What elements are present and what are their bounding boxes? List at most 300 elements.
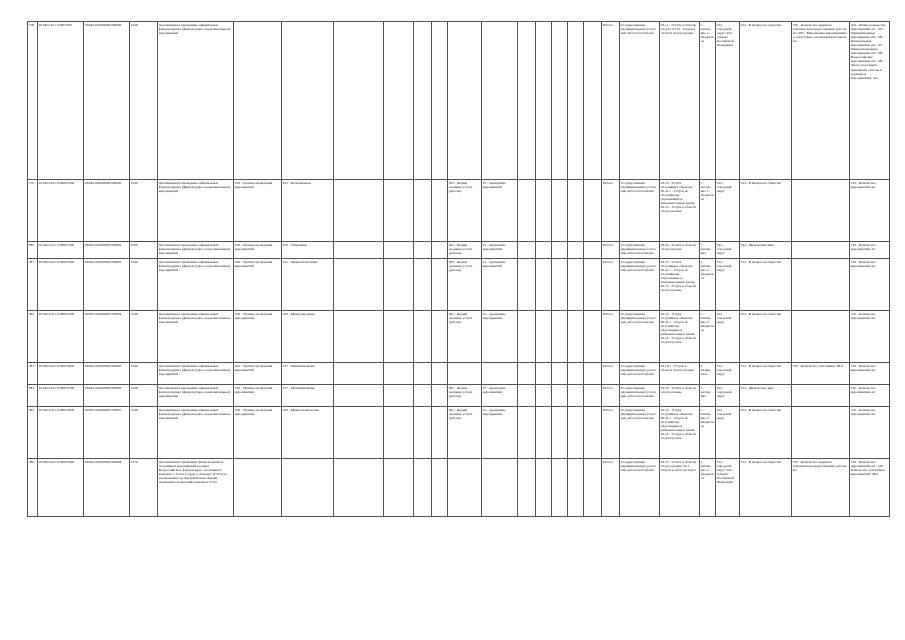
table-cell (716, 407, 740, 459)
table-cell (38, 242, 84, 259)
table-cell (740, 385, 792, 407)
table-cell (584, 407, 602, 459)
table-cell (792, 242, 850, 259)
cell-text: 93.19 - Услуги в области спорта прочие (660, 385, 696, 394)
table-cell (28, 363, 38, 385)
table-cell (482, 407, 518, 459)
cell-text: 93.19 - Услуги спортивных объектов; 85.41.1 - Услуги по спортивному образованию и развлекательных целях; 93.19 - Услуги в области спорта прочие (660, 407, 696, 441)
cell-text: 370 - Количество людей на тематическом представлении работы, шт; 900 - Выполнение мероприятий в соответствии с календарным планом, шт (792, 22, 848, 43)
table-row (28, 363, 890, 385)
table-cell (584, 259, 602, 311)
table-cell (282, 459, 334, 517)
cell-text: Работа (602, 22, 613, 27)
table-cell (602, 22, 620, 180)
cell-text: 012 - городской округ (716, 311, 732, 324)
cell-text: 93.19 - Услуги спортивных объектов; 85.41.1 - Услуги по спортивному образованию и развлекательных целях; 93.19 - Услуги в области спорта прочие (660, 180, 696, 214)
cell-text: 017 - Муниципальные (282, 363, 315, 368)
table-cell (448, 22, 482, 180)
table-cell (38, 385, 84, 407)
cell-text: 0149 (130, 311, 138, 316)
cell-text: 012 - городской округ (716, 259, 732, 272)
cell-text: 931Ф.П.45.1.0Э80 0001 (38, 22, 73, 27)
table-row (28, 459, 890, 517)
table-cell (568, 311, 584, 363)
table-cell (130, 242, 158, 259)
cell-text: 931Ф.П.45.1.0Э800 0400 (38, 259, 75, 264)
table-cell (334, 385, 384, 407)
table-cell (234, 242, 282, 259)
cell-text: Государственная (муниципальная) услуга или работа бесплатная (620, 259, 656, 272)
cell-text: 931Ф.П.45.1.0Э800 0500 (38, 311, 75, 316)
table-cell (334, 407, 384, 459)
table-cell (620, 311, 660, 363)
cell-text: 014 - В интересах общества (740, 180, 781, 185)
table-cell (850, 311, 890, 363)
table-cell (568, 242, 584, 259)
table-cell (130, 311, 158, 363)
table-cell (432, 363, 448, 385)
table-cell (740, 180, 792, 242)
table-cell (518, 407, 536, 459)
table-cell (38, 259, 84, 311)
cell-text: 012 - городской округ (716, 385, 732, 398)
table-cell (552, 22, 568, 180)
cell-text: 016 - Международные (282, 311, 315, 316)
cell-text: Работа (602, 363, 613, 368)
table-cell (414, 385, 432, 407)
cell-text: Работа (602, 242, 613, 247)
cell-text: 1 - автомо вно (700, 385, 711, 398)
table-cell (584, 459, 602, 517)
table-cell (620, 180, 660, 242)
table-cell (130, 259, 158, 311)
cell-text: 931Ф.П.45.1.0Э800 0300 (38, 242, 75, 247)
table-cell (660, 22, 700, 180)
table-cell (282, 311, 334, 363)
table-row (28, 180, 890, 242)
cell-text: 25 - проведение мероприятий (482, 180, 506, 189)
cell-text: 930Ф1.042000000 000003 (84, 259, 122, 264)
table-cell (84, 407, 130, 459)
table-cell (38, 311, 84, 363)
table-row (28, 242, 890, 259)
table-cell (158, 22, 234, 180)
cell-text: 931Ф.П.45.1.0Э800 0800 (38, 407, 75, 412)
table-cell (740, 242, 792, 259)
cell-text: 130 - Количество мероприятий, шт (850, 385, 876, 394)
cell-text: 25 - проведение мероприятий (482, 407, 506, 416)
cell-text: 381 (28, 259, 34, 264)
table-cell (130, 363, 158, 385)
cell-text: Организация и проведение официальных физкультурных (физкультурно-оздоровительных) мероприятий (158, 22, 231, 35)
table-cell (130, 22, 158, 180)
table-cell (602, 459, 620, 517)
table-cell (700, 259, 716, 311)
table-cell (28, 259, 38, 311)
cell-text: 012 - городской округ (716, 363, 732, 376)
table-cell (740, 259, 792, 311)
cell-text: 104 - Общее количество мероприятий, шт; 105 - Муниципальные мероприятия, шт; 106 - Региональные мероприятия, шт; 107 - Межрегиональные мероприятия, шт; 108 - Всероссийские мероприятия, шт; 109 - Число участников, принявших участие в различных мероприятиях, чел (850, 22, 886, 80)
cell-text: 0149 (130, 407, 138, 412)
cell-text: 386 (28, 459, 34, 464)
table-cell (620, 242, 660, 259)
cell-text: Государственная (муниципальная) услуга или работа бесплатная (620, 407, 656, 420)
table-cell (384, 459, 414, 517)
table-cell (602, 311, 620, 363)
table-cell (518, 311, 536, 363)
table-cell (432, 22, 448, 180)
table-cell (384, 363, 414, 385)
table-cell (28, 311, 38, 363)
cell-text: 930Ф1.042000000 000006 (84, 385, 122, 390)
table-cell (552, 311, 568, 363)
cell-text: Работа (602, 311, 613, 316)
cell-text: Организация и проведение официальных физкультурных (физкультурно-оздоровительных) мероприятий (158, 407, 231, 420)
table-cell (602, 407, 620, 459)
table-cell (482, 311, 518, 363)
cell-text: 1 - автомо вно 2 - бюджетное (700, 311, 714, 332)
table-cell (130, 407, 158, 459)
table-cell (84, 180, 130, 242)
table-cell (482, 259, 518, 311)
cell-text: 1 - автомо вно 2 - бюджетное (700, 180, 714, 201)
cell-text: 018 - Уровень проведения мероприятий (234, 385, 273, 394)
table-cell (282, 180, 334, 242)
cell-text: 930Ф1.042000000 000008 (84, 459, 122, 464)
table-cell (716, 385, 740, 407)
registry-table (27, 21, 890, 517)
cell-text: 93.19 - Услуги в области спорта прочие; 93.1 - Услуги в области спорта (660, 459, 697, 472)
table-cell (414, 22, 432, 180)
cell-text: 0149 (130, 363, 138, 368)
table-cell (282, 242, 334, 259)
table-cell (660, 363, 700, 385)
cell-text: 005 - Формы оказания услуги (работы) (448, 407, 473, 420)
table-cell (414, 459, 432, 517)
table-cell (28, 180, 38, 242)
table-row (28, 407, 890, 459)
table-cell (130, 180, 158, 242)
table-cell (568, 407, 584, 459)
cell-text: 93.19.1 - Услуги в области спорта прочие (660, 363, 694, 372)
cell-text: 130 - Количество мероприятий, шт (850, 407, 876, 416)
table-cell (700, 242, 716, 259)
cell-text: 130 - Количество мероприятий, шт; 128 - Количество участников мероприятий, ЧЕЛ (850, 459, 885, 476)
cell-text: 93.11 - Услуги в области спорта; 93.19 - Услуги в области спорта прочие (660, 22, 696, 35)
table-cell (448, 459, 482, 517)
table-cell (716, 311, 740, 363)
cell-text: 930Ф1.042000000 000004 (84, 311, 122, 316)
cell-text: 0149 (130, 259, 138, 264)
table-cell (28, 459, 38, 517)
cell-text: Работа (602, 385, 613, 390)
cell-text: 931Ф.П.45.1.0Э800 0200 (38, 180, 75, 185)
cell-text: 014 - В интересах общества (740, 259, 781, 264)
table-cell (448, 180, 482, 242)
table-cell (414, 180, 432, 242)
table-cell (282, 259, 334, 311)
table-cell (584, 180, 602, 242)
cell-text: 130 - Количество мероприятий, шт (850, 311, 876, 320)
table-cell (850, 363, 890, 385)
table-cell (84, 385, 130, 407)
table-cell (334, 311, 384, 363)
table-cell (536, 259, 552, 311)
table-cell (384, 385, 414, 407)
cell-text: 1 - автомо вно 2 - бюджетное (700, 407, 714, 428)
cell-text: Государственная (муниципальная) услуга или работа бесплатная (620, 180, 656, 193)
table-cell (84, 22, 130, 180)
table-cell (536, 22, 552, 180)
table-cell (28, 22, 38, 180)
cell-text: 012 - городской округ (716, 242, 732, 255)
table-cell (568, 363, 584, 385)
table-cell (234, 259, 282, 311)
table-cell (536, 459, 552, 517)
table-cell (482, 242, 518, 259)
table-cell (38, 180, 84, 242)
table-cell (234, 385, 282, 407)
table-cell (432, 407, 448, 459)
cell-text: 930Ф1.042000000 000000 (84, 180, 122, 185)
table-cell (792, 22, 850, 180)
table-cell (568, 259, 584, 311)
table-cell (158, 407, 234, 459)
cell-text: 005 - Формы оказания услуги (работы) (448, 180, 473, 193)
cell-text: 370 - Количество людей на тематическом представлении работы, шт (792, 459, 847, 472)
table-cell (384, 407, 414, 459)
table-cell (620, 385, 660, 407)
table-cell (282, 407, 334, 459)
cell-text: 370 - Количество участников, ЧЕЛ (792, 363, 843, 368)
table-cell (792, 311, 850, 363)
cell-text: Организация и проведение официальных физкультурных (физкультурно-оздоровительных) мероприятий (158, 242, 231, 255)
table-cell (432, 459, 448, 517)
table-cell (518, 180, 536, 242)
table-cell (660, 180, 700, 242)
cell-text: 014 - Физические лица (740, 385, 774, 390)
table-cell (282, 22, 334, 180)
table-cell (130, 459, 158, 517)
table-cell (334, 242, 384, 259)
table-cell (792, 385, 850, 407)
table-cell (38, 363, 84, 385)
table-cell (568, 180, 584, 242)
table-cell (584, 22, 602, 180)
table-row (28, 385, 890, 407)
cell-text: 014 - Умеренные (282, 242, 308, 247)
cell-text: Работа (602, 407, 613, 412)
table-cell (792, 407, 850, 459)
cell-text: 930Ф1.042000000 000007 (84, 407, 122, 412)
cell-text: Работа (602, 259, 613, 264)
table-cell (414, 259, 432, 311)
table-cell (482, 363, 518, 385)
cell-text: 015 - Межрегиональные (282, 259, 318, 264)
cell-text: 018 - Уровень проведения мероприятий (234, 311, 273, 320)
table-cell (432, 385, 448, 407)
table-cell (620, 363, 660, 385)
table-cell (158, 259, 234, 311)
cell-text: 1 - автомо вно 2 - бюджетное (700, 22, 714, 43)
table-cell (432, 180, 448, 242)
table-cell (716, 259, 740, 311)
table-cell (158, 363, 234, 385)
table-cell (334, 459, 384, 517)
table-cell (84, 311, 130, 363)
cell-text: 2 - бюдже тное (700, 363, 711, 376)
cell-text: 0179 (130, 459, 138, 464)
table-cell (660, 407, 700, 459)
table-row (28, 22, 890, 180)
table-cell (282, 385, 334, 407)
cell-text: 93.19 - Услуги спортивных объектов; 85.41.1 - Услуги по спортивному образованию и развлекательных целях; 93.19 - Услуги в области спорта прочие (660, 259, 696, 293)
cell-text: 130 - Количество мероприятий, шт (850, 180, 876, 189)
cell-text: 130 - Количество мероприятий, шт (850, 363, 876, 372)
cell-text: 014 - В интересах общества (740, 407, 781, 412)
cell-text: 378 (28, 22, 34, 27)
table-cell (602, 385, 620, 407)
table-cell (568, 22, 584, 180)
cell-text: 012 - городской округ (716, 407, 732, 420)
cell-text: 018 - Уровень проведения мероприятий (234, 180, 273, 189)
cell-text: Организация и проведение официальных физкультурных (физкультурно-оздоровительных) мероприятий (158, 363, 231, 376)
table-row (28, 311, 890, 363)
table-cell (660, 259, 700, 311)
table-cell (414, 311, 432, 363)
table-cell (552, 259, 568, 311)
table-cell (850, 385, 890, 407)
table-cell (716, 180, 740, 242)
cell-text: 25 - проведение мероприятий (482, 311, 506, 320)
table-cell (482, 180, 518, 242)
cell-text: 930Ф1.042000000 000005 (84, 363, 122, 368)
table-cell (700, 385, 716, 407)
cell-text: 005 - Формы оказания услуги (работы) (448, 259, 473, 272)
table-cell (536, 311, 552, 363)
table-cell (518, 242, 536, 259)
table-cell (584, 385, 602, 407)
table-cell (414, 363, 432, 385)
table-cell (620, 407, 660, 459)
cell-text: 380 (28, 242, 34, 247)
cell-text: 012 - городской округ; 022 - субъект Российской Федерации (716, 22, 734, 47)
table-cell (234, 311, 282, 363)
table-cell (850, 407, 890, 459)
table-cell (334, 363, 384, 385)
cell-text: 1 - автомо вно (700, 242, 711, 255)
table-cell (448, 259, 482, 311)
cell-text: 379 (28, 180, 34, 185)
cell-text: 931Ф.П.45.1.0Э800 0900 (38, 459, 75, 464)
cell-text: 204 - Уровень проведения мероприятий (234, 363, 273, 372)
cell-text: Государственная (муниципальная) услуга или работа бесплатная (620, 22, 656, 35)
cell-text: Организация и проведение физкультурных и спортивных мероприятий в рамках Всероссийского физкультурно-спортивного комплекса "Готов к труду и обороне" (ГТО) (за исключением тестирования выполнения нормативов испытаний комплекса ГТО) (158, 459, 227, 484)
table-cell (384, 242, 414, 259)
table-cell (482, 385, 518, 407)
table-cell (130, 385, 158, 407)
table-cell (334, 22, 384, 180)
table-cell (158, 180, 234, 242)
table-cell (384, 259, 414, 311)
table-cell (850, 242, 890, 259)
cell-text: 93.19 - Услуги спортивных объектов; 85.41.1 - Услуги по спортивному образованию и развлекательных целях; 93.19 - Услуги в области спорта прочие (660, 311, 696, 345)
table-cell (334, 259, 384, 311)
table-cell (552, 363, 568, 385)
table-cell (620, 459, 660, 517)
table-cell (38, 22, 84, 180)
table-cell (716, 459, 740, 517)
table-cell (282, 363, 334, 385)
table-cell (38, 407, 84, 459)
cell-text: 017 - Муниципальные (282, 385, 315, 390)
table-cell (792, 459, 850, 517)
table-cell (740, 363, 792, 385)
cell-text: 384 (28, 385, 34, 390)
table-cell (448, 363, 482, 385)
cell-text: 0149 (130, 180, 138, 185)
table-cell (792, 259, 850, 311)
cell-text: 1 - автомо вно 2 - бюджетное (700, 459, 714, 480)
table-cell (158, 459, 234, 517)
cell-text: Государственная (муниципальная) услуга или работа бесплатная (620, 242, 656, 255)
cell-text: 018 - Межпоселенческие (282, 407, 319, 412)
table-cell (432, 259, 448, 311)
cell-text: 931Ф.П.45.1.0Э800 0700 (38, 385, 75, 390)
table-cell (234, 459, 282, 517)
cell-text: 013 - Региональные (282, 180, 312, 185)
cell-text: Государственная (муниципальная) услуга или работа бесплатная (620, 385, 656, 398)
cell-text: 012 - городской округ (716, 180, 732, 193)
table-cell (518, 22, 536, 180)
cell-text: 930Ф1.042000000 000000 (84, 22, 122, 27)
table-cell (850, 180, 890, 242)
table-cell (716, 363, 740, 385)
cell-text: 25 - проведение мероприятий (482, 259, 506, 268)
table-cell (28, 242, 38, 259)
table-cell (414, 407, 432, 459)
cell-text: 005 - Формы оказания услуги (работы) (448, 385, 473, 398)
table-cell (448, 407, 482, 459)
table-row (28, 259, 890, 311)
table-cell (158, 385, 234, 407)
cell-text: 25 - проведение мероприятий (482, 385, 506, 394)
table-cell (660, 459, 700, 517)
table-cell (850, 459, 890, 517)
cell-text: 014 - В интересах общества (740, 311, 781, 316)
table-cell (740, 459, 792, 517)
cell-text: Организация и проведение официальных физкультурных (физкультурно-оздоровительных) мероприятий (158, 311, 231, 324)
table-cell (536, 242, 552, 259)
table-cell (28, 407, 38, 459)
table-cell (518, 259, 536, 311)
cell-text: Государственная (муниципальная) услуга или работа бесплатная (620, 459, 656, 472)
table-cell (584, 311, 602, 363)
table-cell (334, 180, 384, 242)
table-cell (602, 180, 620, 242)
table-cell (552, 407, 568, 459)
table-cell (700, 363, 716, 385)
table-cell (234, 407, 282, 459)
table-cell (384, 22, 414, 180)
table-cell (38, 459, 84, 517)
cell-text: 018 - Уровень проведения мероприятий (234, 242, 273, 251)
cell-text: 014 - Физические лица (740, 242, 774, 247)
table-cell (584, 242, 602, 259)
table-cell (792, 363, 850, 385)
table-cell (28, 385, 38, 407)
cell-text: 930Ф1.042000000 000002 (84, 242, 122, 247)
